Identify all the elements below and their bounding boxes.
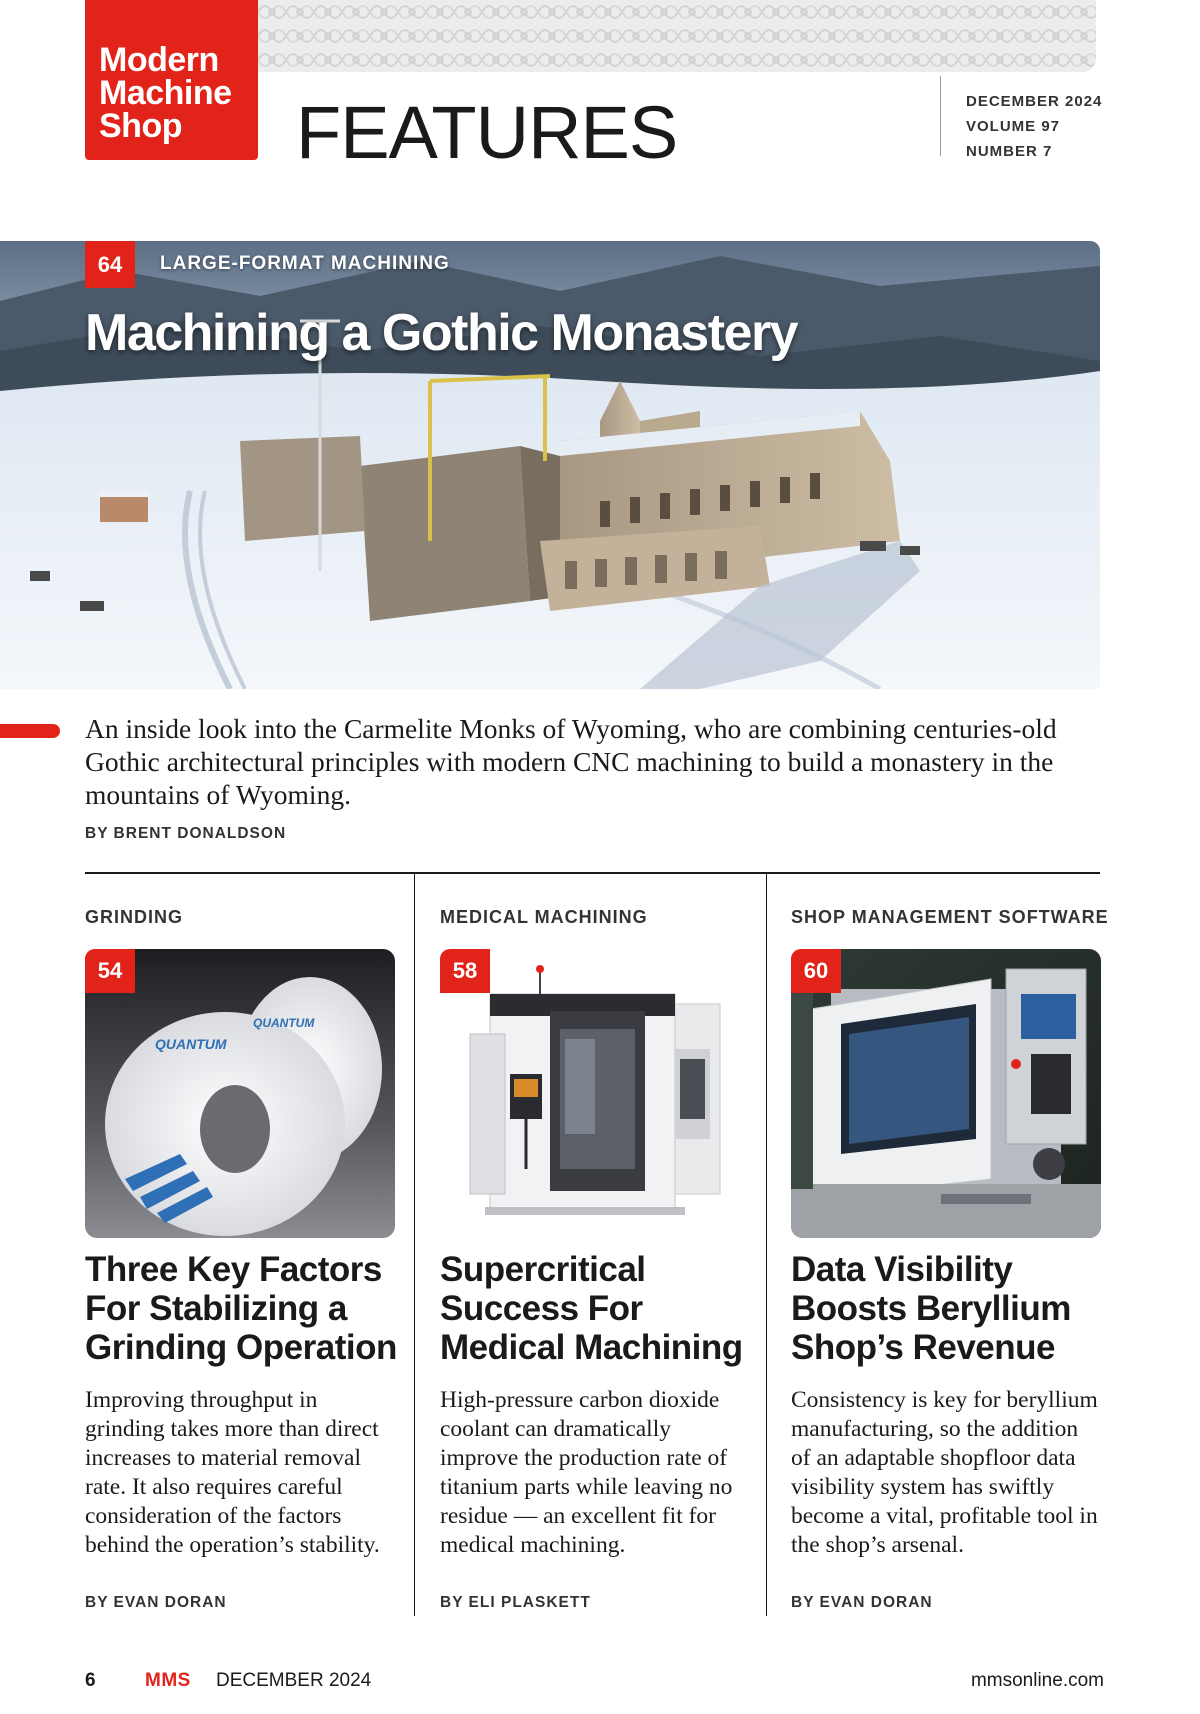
page-badge: 64 [85,241,135,288]
wheel-label: QUANTUM [155,1036,227,1052]
wheel-label: QUANTUM [253,1016,315,1030]
lead-kicker: LARGE-FORMAT MACHINING [160,253,450,274]
footer-url[interactable]: mmsonline.com [970,1670,1104,1691]
page-badge: 60 [791,949,841,993]
column-divider [766,872,767,1616]
logo-line: Machine [99,74,232,112]
page-badge: 54 [85,949,135,993]
header-divider [940,76,941,156]
lead-article-image[interactable] [0,241,1100,689]
article-kicker: MEDICAL MACHINING [440,907,648,927]
lead-deck: An inside look into the Carmelite Monks of Wyoming, who are combining centuries-old Gothic architectural principles with modern CNC machining to build a monastery in the mountains of Wyoming. [85,713,1057,810]
article-kicker: GRINDING [85,907,183,927]
lead-byline: BY BRENT DONALDSON [85,825,287,842]
accent-bar [0,724,60,738]
logo-line: Modern [99,41,219,79]
footer-brand: MMS [145,1670,191,1691]
column-divider [414,872,415,1616]
article-deck: High-pressure carbon dioxide coolant can dramatically improve the production rate of titanium parts while leaving no residue — an excellent fit for medical machining. [440,1387,733,1558]
issue-number: NUMBER 7 [966,143,1053,160]
article-title[interactable]: Three Key Factors For Stabilizing a Grinding Operation [85,1250,397,1367]
magazine-logo[interactable] [85,0,258,160]
issue-info [966,89,1102,164]
page-badge: 58 [440,949,490,993]
section-title: FEATURES [296,91,678,174]
article-byline: BY EVAN DORAN [85,1594,227,1611]
header-pattern [258,0,1096,72]
article-deck: Improving throughput in grinding takes more than direct increases to material removal rate. It also requires careful consideration of the factors behind the operation’s stability. [85,1387,380,1558]
article-deck: Consistency is key for beryllium manufacturing, so the addition of an adaptable shopfloor data visibility system has swiftly become a vital, profitable tool in the shop’s arsenal. [791,1387,1098,1558]
footer-issue: DECEMBER 2024 [216,1670,372,1691]
issue-date: DECEMBER 2024 [966,93,1103,110]
article-card-grinding [85,874,395,1634]
article-byline: BY ELI PLASKETT [440,1594,591,1611]
article-card-software [791,874,1109,1634]
logo-line: Shop [99,107,182,145]
article-byline: BY EVAN DORAN [791,1594,933,1611]
article-kicker: SHOP MANAGEMENT SOFTWARE [791,907,1109,927]
page-number: 6 [85,1670,96,1691]
article-title[interactable]: Data Visibility Boosts Beryllium Shop’s Revenue [791,1250,1071,1367]
issue-volume: VOLUME 97 [966,118,1061,135]
article-title[interactable]: Supercritical Success For Medical Machining [440,1250,743,1367]
article-card-medical [440,874,750,1634]
lead-title[interactable]: Machining a Gothic Monastery [85,304,798,362]
